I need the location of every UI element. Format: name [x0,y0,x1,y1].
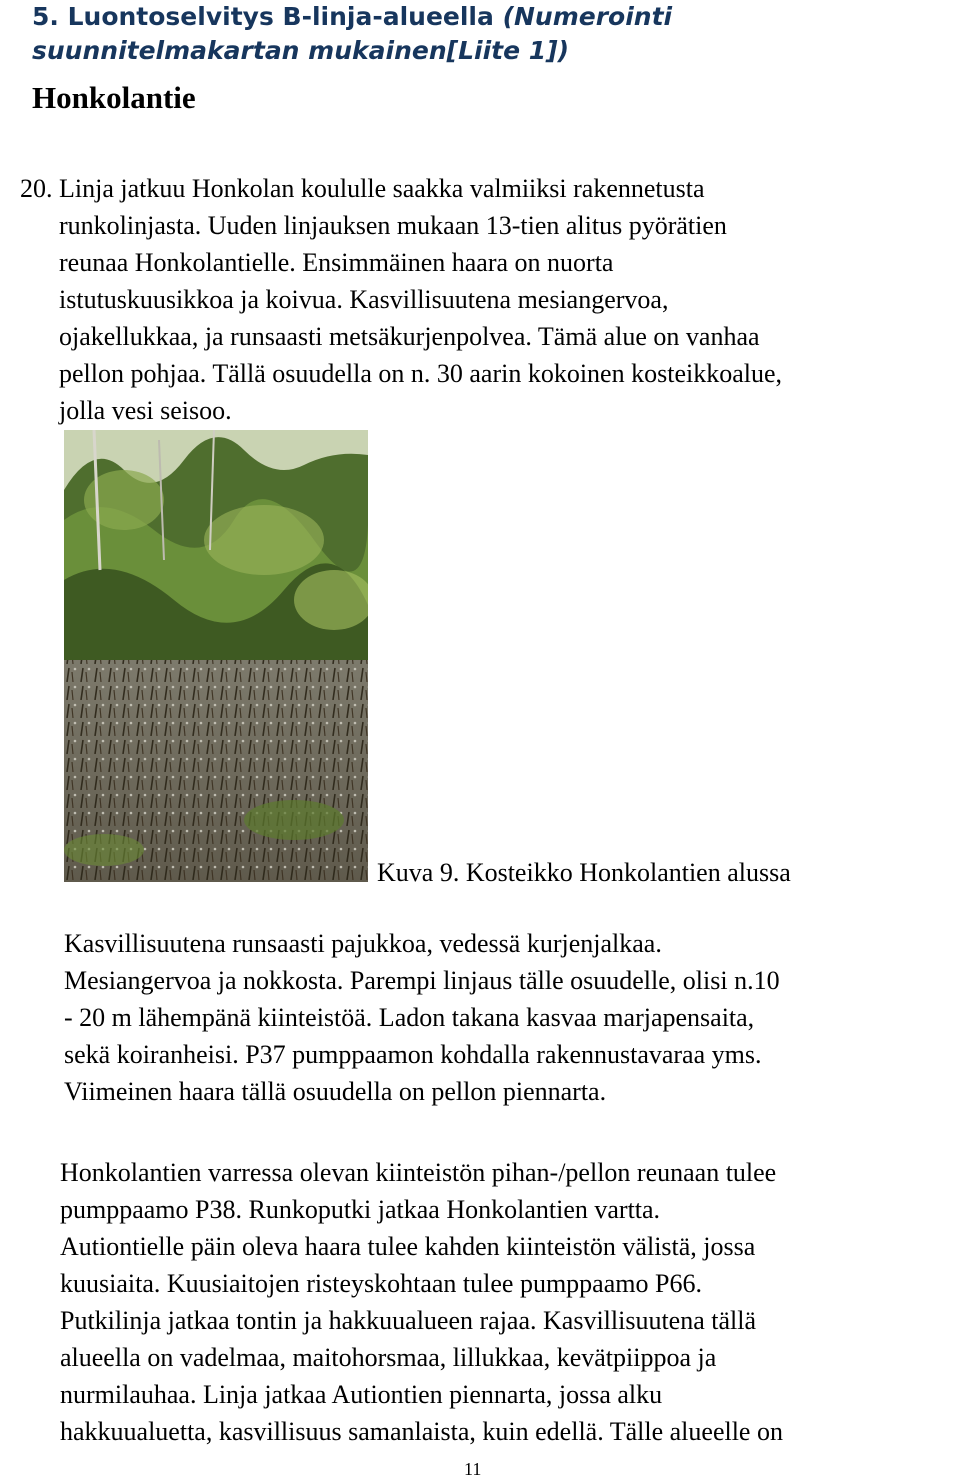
paragraph-2 [64,925,780,1110]
text-line: hakkuualuetta, kasvillisuus samanlaista, kuin edellä. Tälle alueelle on [60,1417,783,1446]
text-line: ojakellukkaa, ja runsaasti metsäkurjenpolvea. Tämä alue on vanhaa [59,322,760,351]
text-line: Putkilinja jatkaa tontin ja hakkuualueen rajaa. Kasvillisuutena tällä [60,1306,757,1335]
text-line: kuusiaita. Kuusiaitojen risteyskohtaan tulee pumppaamo P66. [60,1269,702,1298]
text-line: reunaa Honkolantielle. Ensimmäinen haara on nuorta [59,248,614,277]
text-line: Viimeinen haara tällä osuudella on pellon piennarta. [64,1077,607,1106]
text-line: sekä koiranheisi. P37 pumppaamon kohdalla rakennustavaraa yms. [64,1040,762,1069]
text-line: jolla vesi seisoo. [59,396,232,425]
text-line: nurmilauhaa. Linja jatkaa Autiontien piennarta, jossa alku [60,1380,663,1409]
page-number: 11 [464,1459,482,1479]
text-line: istutuskuusikkoa ja koivua. Kasvillisuutena mesiangervoa, [59,285,669,314]
text-line: Mesiangervoa ja nokkosta. Parempi linjaus tälle osuudelle, olisi n.10 [64,966,780,995]
heading-italic-2: suunnitelmakartan mukainen[Liite 1]) [32,36,569,65]
text-line: runkolinjasta. Uuden linjauksen mukaan 13-tien alitus pyörätien [59,211,727,240]
heading-prefix: 5. Luontoselvitys B-linja-alueella [32,2,503,31]
text-line: Autiontielle päin oleva haara tulee kahden kiinteistön välistä, jossa [60,1232,756,1261]
section-heading-line2 [32,34,569,68]
text-line: pellon pohjaa. Tällä osuudella on n. 30 aarin kokoinen kosteikkoalue, [59,359,783,388]
text-line: Honkolantien varressa olevan kiinteistön pihan-/pellon reunaan tulee [60,1158,777,1187]
text-line: Linja jatkuu Honkolan koululle saakka valmiiksi rakennetusta [59,174,705,203]
text-line: alueella on vadelmaa, maitohorsmaa, lillukkaa, kevätpiippoa ja [60,1343,717,1372]
section-heading-line1 [32,0,672,34]
text-line: - 20 m lähempänä kiinteistöä. Ladon takana kasvaa marjapensaita, [64,1003,755,1032]
page-subtitle: Honkolantie [32,80,196,115]
heading-italic-1: (Numerointi [502,2,673,31]
wetland-photo [64,430,368,882]
paragraph-3 [60,1154,783,1450]
text-line: Kasvillisuutena runsaasti pajukkoa, vedessä kurjenjalkaa. [64,929,662,958]
figure-caption: Kuva 9. Kosteikko Honkolantien alussa [377,858,791,887]
text-line: pumppaamo P38. Runkoputki jatkaa Honkolantien vartta. [60,1195,661,1224]
section-number: 20. [20,174,53,203]
section-20-text [59,170,782,429]
